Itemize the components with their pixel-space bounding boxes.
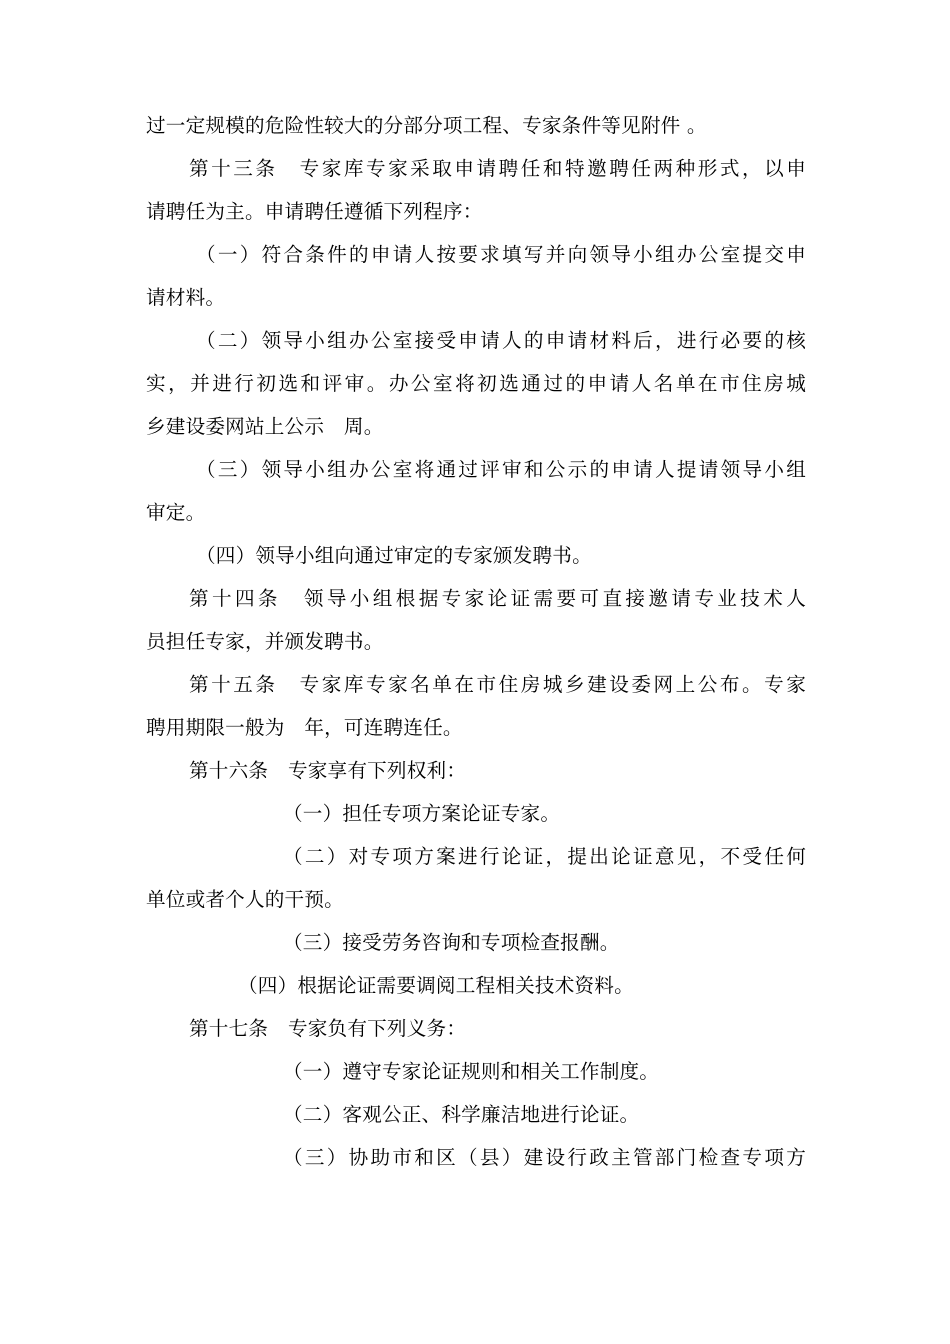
text-line-7: 实，并进行初选和评审。办公室将初选通过的申请人名单在市住房城 (146, 372, 806, 395)
text-line-25: （三）协助市和区（县）建设行政主管部门检查专项方 (283, 1146, 806, 1169)
text-line-22: 第十七条 专家负有下列义务： (189, 1017, 467, 1040)
text-line-13: 员担任专家，并颁发聘书。 (146, 630, 384, 653)
text-line-18: （二）对专项方案进行论证，提出论证意见，不受任何 (283, 845, 806, 868)
text-line-6: （二）领导小组办公室接受申请人的申请材料后，进行必要的核 (196, 329, 806, 352)
text-line-2: 第十三条 专家库专家采取申请聘任和特邀聘任两种形式，以申 (189, 157, 806, 180)
text-line-1: 过一定规模的危险性较大的分部分项工程、专家条件等见附件 。 (146, 114, 707, 137)
text-line-10: 审定。 (146, 501, 206, 524)
text-line-20: （三）接受劳务咨询和专项检查报酬。 (283, 931, 620, 954)
text-line-16: 第十六条 专家享有下列权利： (189, 759, 467, 782)
text-line-15: 聘用期限一般为 年，可连聘连任。 (146, 716, 463, 739)
text-line-3: 请聘任为主。申请聘任遵循下列程序： (146, 200, 483, 223)
text-line-11: （四）领导小组向通过审定的专家颁发聘书。 (196, 544, 592, 567)
text-line-23: （一）遵守专家论证规则和相关工作制度。 (283, 1060, 660, 1083)
text-line-5: 请材料。 (146, 286, 226, 309)
text-line-9: （三）领导小组办公室将通过评审和公示的申请人提请领导小组 (196, 458, 806, 481)
text-line-14: 第十五条 专家库专家名单在市住房城乡建设委网上公布。专家 (189, 673, 806, 696)
text-line-19: 单位或者个人的干预。 (146, 888, 344, 911)
text-line-17: （一）担任专项方案论证专家。 (283, 802, 561, 825)
text-line-8: 乡建设委网站上公示 周。 (146, 415, 384, 438)
text-line-4: （一）符合条件的申请人按要求填写并向领导小组办公室提交申 (196, 243, 806, 266)
text-line-24: （二）客观公正、科学廉洁地进行论证。 (283, 1103, 640, 1126)
text-line-21: （四）根据论证需要调阅工程相关技术资料。 (238, 974, 634, 997)
text-line-12: 第十四条 领导小组根据专家论证需要可直接邀请专业技术人 (189, 587, 806, 610)
